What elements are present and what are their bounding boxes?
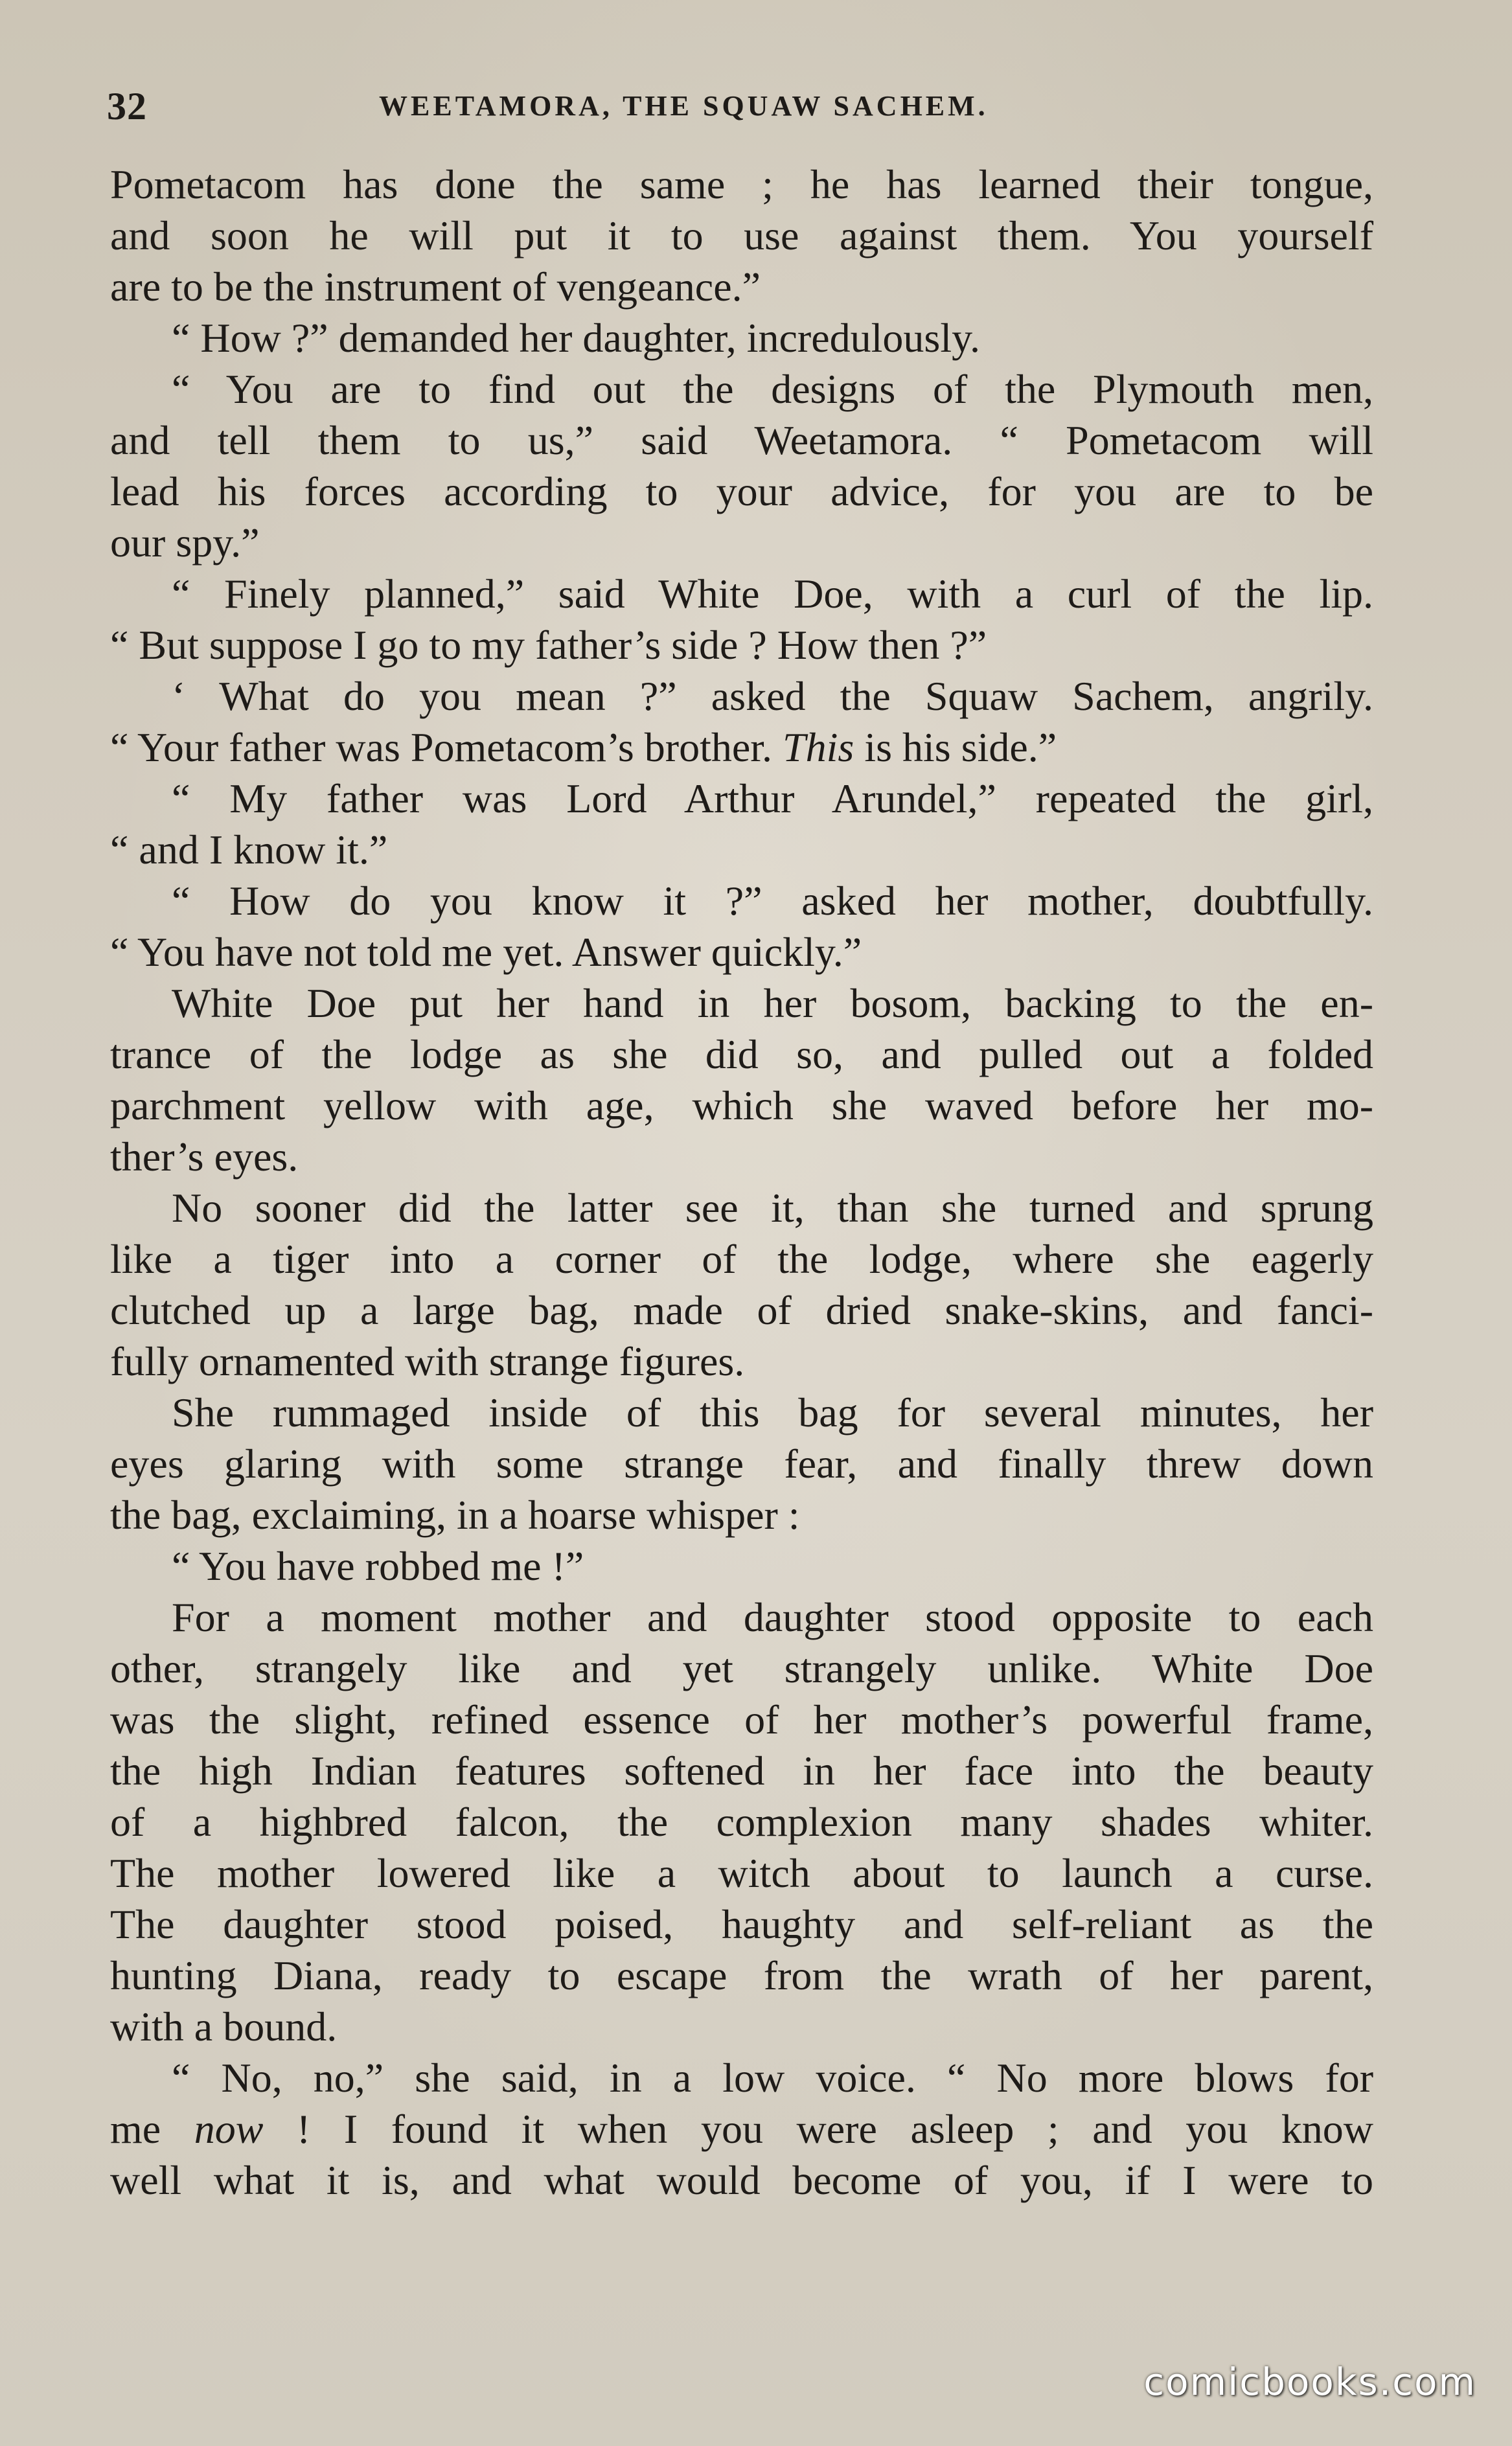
emphasis: This (783, 724, 854, 770)
text-line: The mother lowered like a witch about to launch a curse. (110, 1850, 1373, 1896)
text-line: the high Indian features softened in her face into the beauty (110, 1748, 1373, 1794)
text-line: No sooner did the latter see it, than she turned and sprung (172, 1185, 1373, 1231)
text-line: of a highbred falcon, the complexion many shades whiter. (110, 1799, 1373, 1845)
text-line: and soon he will put it to use against them. You yourself (110, 212, 1373, 258)
page-number: 32 (107, 85, 147, 128)
text-line: ‘ What do you mean ?” asked the Squaw Sachem, angrily. (172, 673, 1373, 719)
text-line: was the slight, refined essence of her mother’s powerful frame, (110, 1697, 1373, 1743)
text-line: “ Your father was Pometacom’s brother. This is his side.” (110, 724, 1057, 770)
text-line: other, strangely like and yet strangely unlike. White Doe (110, 1645, 1373, 1691)
text-line: ther’s eyes. (110, 1134, 299, 1180)
text-line: eyes glaring with some strange fear, and finally threw down (110, 1441, 1373, 1487)
text-line: are to be the instrument of vengeance.” (110, 264, 761, 310)
text-line: me now ! I found it when you were asleep ; and you know (110, 2106, 1374, 2152)
text-line: clutched up a large bag, made of dried snake-skins, and fanci- (110, 1287, 1373, 1333)
running-head: WEETAMORA, THE SQUAW SACHEM. (379, 90, 989, 122)
page-header (107, 84, 1370, 130)
text-line: “ You have robbed me !” (172, 1543, 584, 1589)
text-line: “ Finely planned,” said White Doe, with a curl of the lip. (172, 571, 1373, 617)
text-line: hunting Diana, ready to escape from the wrath of her parent, (110, 1952, 1373, 1998)
text-line: well what it is, and what would become of you, if I were to (110, 2157, 1373, 2203)
text-line: “ You have not told me yet. Answer quickly.” (110, 929, 862, 975)
text-line: “ You are to find out the designs of the Plymouth men, (172, 366, 1373, 412)
text-line: For a moment mother and daughter stood opposite to each (172, 1594, 1373, 1640)
text-line: like a tiger into a corner of the lodge, where she eagerly (110, 1236, 1373, 1282)
text-line: “ My father was Lord Arthur Arundel,” repeated the girl, (172, 775, 1373, 821)
emphasis: now (194, 2106, 264, 2152)
text-line: Pometacom has done the same ; he has learned their tongue, (110, 161, 1373, 207)
text-line: with a bound. (110, 2004, 338, 2050)
text-line: White Doe put her hand in her bosom, backing to the en- (172, 980, 1373, 1026)
text-line: “ and I know it.” (110, 827, 388, 873)
text-line: The daughter stood poised, haughty and self-reliant as the (110, 1901, 1373, 1947)
text-line: fully ornamented with strange figures. (110, 1338, 745, 1384)
text-line: “ How ?” demanded her daughter, incredulously. (172, 315, 980, 361)
text-line: trance of the lodge as she did so, and pulled out a folded (110, 1031, 1373, 1077)
text-line: She rummaged inside of this bag for several minutes, her (172, 1389, 1373, 1435)
text-line: “ How do you know it ?” asked her mother, doubtfully. (172, 878, 1373, 924)
body-text (110, 159, 1373, 2206)
text-line: “ No, no,” she said, in a low voice. “ No more blows for (172, 2055, 1373, 2101)
text-line: lead his forces according to your advice, for you are to be (110, 468, 1373, 514)
text-line: our spy.” (110, 520, 260, 566)
text-line: and tell them to us,” said Weetamora. “ Pometacom will (110, 417, 1373, 463)
text-line: parchment yellow with age, which she waved before her mo- (110, 1082, 1373, 1128)
text-line: the bag, exclaiming, in a hoarse whisper : (110, 1492, 800, 1538)
text-line: “ But suppose I go to my father’s side ? How then ?” (110, 622, 987, 668)
watermark: comicbooks.com (1143, 2360, 1476, 2404)
